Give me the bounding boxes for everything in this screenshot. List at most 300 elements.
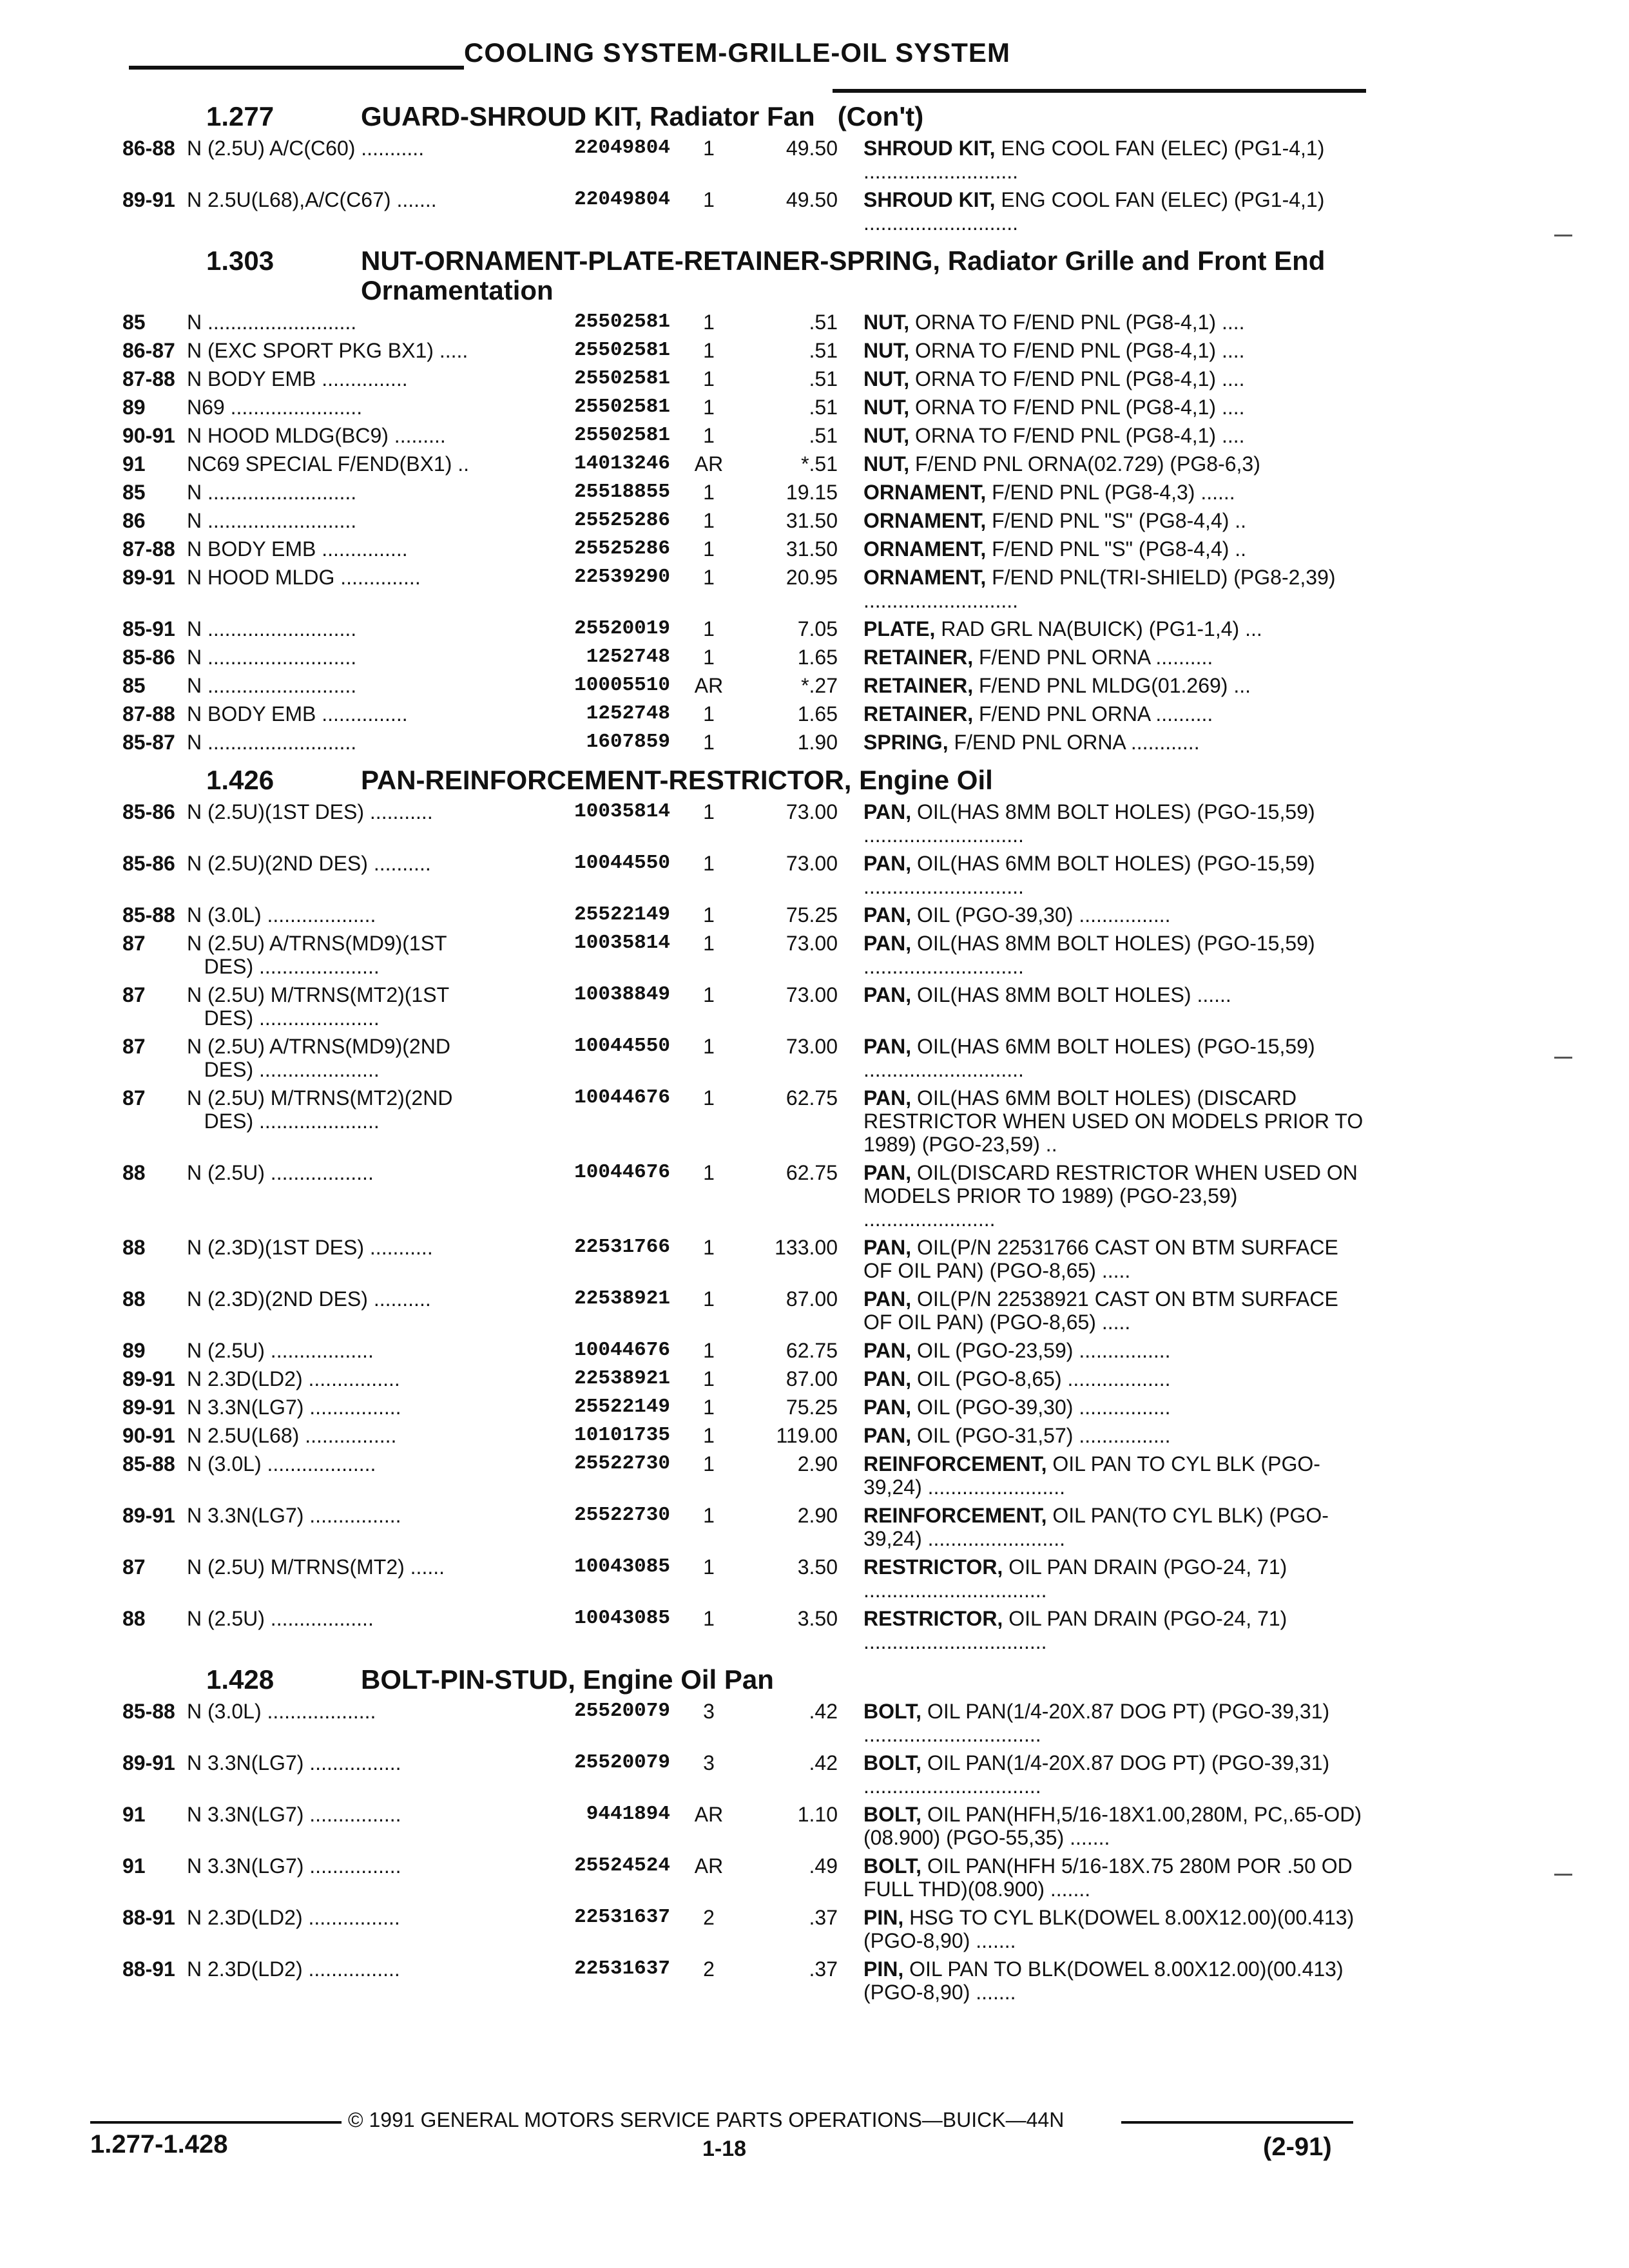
part-description <box>838 1751 1373 1798</box>
model-year: 87-88 <box>122 367 175 390</box>
model-year: 87-88 <box>122 537 175 561</box>
model-year: 88 <box>122 1607 146 1630</box>
application-desc: N (2.5U)(2ND DES) .......... <box>187 852 431 875</box>
section-number: 1.428 <box>206 1664 275 1695</box>
part-type: BOLT, <box>863 1700 922 1723</box>
part-row <box>122 367 1373 390</box>
application-desc: N 3.3N(LG7) ................ <box>187 1751 401 1774</box>
section-title: GUARD-SHROUD KIT, Radiator Fan (Con't) <box>361 101 924 131</box>
model-year: 85-86 <box>122 646 175 669</box>
part-description <box>838 1367 1373 1390</box>
part-row <box>122 1367 1373 1390</box>
part-type: NUT, <box>863 396 910 419</box>
part-description <box>838 537 1373 561</box>
model-year: 87 <box>122 932 146 955</box>
model-year: 88 <box>122 1287 146 1311</box>
application-desc: N (3.0L) ................... <box>187 1452 376 1475</box>
part-details: F/END PNL (PG8-4,3) ...... <box>986 481 1235 504</box>
section-heading <box>122 246 1373 305</box>
part-type: PAN, <box>863 932 912 955</box>
part-type: RETAINER, <box>863 674 974 697</box>
quantity: 1 <box>703 1396 715 1419</box>
part-details: OIL(HAS 8MM BOLT HOLES) (PGO-15,59) ............................ <box>863 932 1321 978</box>
part-description <box>838 903 1373 927</box>
application-desc: N (2.5U) A/TRNS(MD9)(1ST DES) ..................... <box>187 932 447 978</box>
quantity: 1 <box>703 1086 715 1110</box>
application-desc: N BODY EMB ............... <box>187 367 408 390</box>
price: 2.90 <box>797 1504 838 1527</box>
part-row <box>122 932 1373 978</box>
part-row <box>122 137 1373 183</box>
part-row <box>122 1854 1373 1901</box>
model-year: 91 <box>122 1854 146 1878</box>
part-row <box>122 311 1373 334</box>
quantity: 1 <box>703 731 715 754</box>
part-description <box>838 1452 1373 1499</box>
price: 1.10 <box>797 1803 838 1826</box>
model-year: 91 <box>122 452 146 476</box>
part-details: ENG COOL FAN (ELEC) (PG1-4,1) ........................... <box>863 137 1331 183</box>
part-number: 9441894 <box>586 1803 670 1825</box>
part-details: OIL(HAS 8MM BOLT HOLES) (PGO-15,59) ............................ <box>863 800 1321 847</box>
part-row <box>122 188 1373 235</box>
quantity: 1 <box>703 188 715 211</box>
application-desc: N 2.3D(LD2) ................ <box>187 1367 400 1390</box>
application-desc: N (2.5U) M/TRNS(MT2)(2ND DES) ..................... <box>187 1086 453 1133</box>
quantity: 1 <box>703 566 715 589</box>
part-type: SHROUD KIT, <box>863 137 996 160</box>
price: .49 <box>809 1854 838 1878</box>
quantity: 3 <box>703 1751 715 1774</box>
catalog-section <box>122 102 1373 235</box>
price: 31.50 <box>786 537 838 561</box>
quantity: 1 <box>703 339 715 362</box>
price: 119.00 <box>776 1424 838 1447</box>
part-number: 25522730 <box>574 1504 670 1526</box>
header-rule <box>129 66 464 70</box>
part-type: PIN, <box>863 1906 904 1929</box>
application-desc: N .......................... <box>187 646 357 669</box>
part-details: F/END PNL ORNA .......... <box>973 646 1213 669</box>
part-number: 25524524 <box>574 1854 670 1877</box>
part-number: 10043085 <box>574 1607 670 1629</box>
part-row <box>122 852 1373 898</box>
catalog-section <box>122 1665 1373 2004</box>
part-details: OIL(HAS 8MM BOLT HOLES) ...... <box>911 983 1231 1006</box>
part-details: ORNA TO F/END PNL (PG8-4,1) .... <box>909 396 1245 419</box>
quantity: 1 <box>703 509 715 532</box>
price: 62.75 <box>786 1339 838 1362</box>
quantity: 1 <box>703 983 715 1006</box>
part-number: 25502581 <box>574 424 670 447</box>
part-type: BOLT, <box>863 1751 922 1774</box>
part-details: OIL (PGO-31,57) ................ <box>911 1424 1171 1447</box>
part-details: F/END PNL ORNA(02.729) (PG8-6,3) <box>909 452 1260 476</box>
section-number: 1.426 <box>206 765 275 795</box>
part-row <box>122 396 1373 419</box>
part-description <box>838 1700 1373 1746</box>
quantity: 1 <box>703 852 715 875</box>
part-description <box>838 452 1373 476</box>
quantity: 1 <box>703 424 715 447</box>
quantity: 1 <box>703 617 715 640</box>
part-number: 25502581 <box>574 339 670 361</box>
part-number: 22531637 <box>574 1906 670 1928</box>
part-description <box>838 731 1373 754</box>
part-description <box>838 1906 1373 1952</box>
part-row <box>122 1700 1373 1746</box>
quantity: 1 <box>703 367 715 390</box>
application-desc: N (3.0L) ................... <box>187 903 376 927</box>
model-year: 89-91 <box>122 1367 175 1390</box>
part-number: 25518855 <box>574 481 670 503</box>
part-number: 22531766 <box>574 1236 670 1258</box>
part-type: PAN, <box>863 903 912 927</box>
part-row <box>122 1906 1373 1952</box>
price: 7.05 <box>797 617 838 640</box>
model-year: 87 <box>122 1086 146 1110</box>
part-description <box>838 509 1373 532</box>
part-number: 25525286 <box>574 537 670 560</box>
part-type: PAN, <box>863 1287 912 1311</box>
application-desc: N (2.5U) .................. <box>187 1607 374 1630</box>
margin-mark <box>1554 1874 1572 1876</box>
part-description <box>838 1424 1373 1447</box>
part-details: OIL (PGO-39,30) ................ <box>911 1396 1171 1419</box>
application-desc: N (2.3D)(2ND DES) .......... <box>187 1287 431 1311</box>
part-row <box>122 509 1373 532</box>
part-details: OIL PAN DRAIN (PGO-24, 71) ................................ <box>863 1555 1293 1602</box>
part-type: PAN, <box>863 1424 912 1447</box>
price: 1.65 <box>797 702 838 726</box>
price: .51 <box>809 396 838 419</box>
price: 73.00 <box>786 1035 838 1058</box>
part-type: PAN, <box>863 1396 912 1419</box>
part-details: OIL PAN TO BLK(DOWEL 8.00X12.00)(00.413) (PGO-8,90) ....... <box>863 1957 1349 2004</box>
price: 73.00 <box>786 932 838 955</box>
part-number: 10005510 <box>574 674 670 697</box>
part-type: SPRING, <box>863 731 949 754</box>
part-row <box>122 566 1373 612</box>
part-type: NUT, <box>863 367 910 390</box>
footer-section-range: 1.277-1.428 <box>90 2130 228 2158</box>
part-details: RAD GRL NA(BUICK) (PG1-1,4) ... <box>935 617 1262 640</box>
quantity: 1 <box>703 932 715 955</box>
quantity: 1 <box>703 1035 715 1058</box>
quantity: 2 <box>703 1906 715 1929</box>
part-description <box>838 1803 1373 1849</box>
price: *.27 <box>801 674 838 697</box>
quantity: 1 <box>703 1424 715 1447</box>
price: 3.50 <box>797 1555 838 1579</box>
application-desc: N 2.5U(L68) ................ <box>187 1424 397 1447</box>
part-details: OIL(HAS 6MM BOLT HOLES) (PGO-15,59) ............................ <box>863 1035 1321 1081</box>
part-row <box>122 674 1373 697</box>
part-description <box>838 367 1373 390</box>
part-type: ORNAMENT, <box>863 566 987 589</box>
part-description <box>838 424 1373 447</box>
application-desc: NC69 SPECIAL F/END(BX1) .. <box>187 452 470 476</box>
part-number: 25525286 <box>574 509 670 532</box>
footer-page-number: 1-18 <box>702 2137 747 2161</box>
quantity: 1 <box>703 800 715 823</box>
model-year: 85-91 <box>122 617 175 640</box>
part-number: 10101735 <box>574 1424 670 1446</box>
part-description <box>838 1957 1373 2004</box>
part-number: 22538921 <box>574 1287 670 1310</box>
part-details: OIL (PGO-8,65) .................. <box>911 1367 1171 1390</box>
part-type: BOLT, <box>863 1803 922 1826</box>
part-row <box>122 903 1373 927</box>
part-number: 1252748 <box>586 702 670 725</box>
part-details: F/END PNL ORNA .......... <box>973 702 1213 726</box>
part-type: RETAINER, <box>863 646 974 669</box>
part-type: REINFORCEMENT, <box>863 1452 1047 1475</box>
part-type: PAN, <box>863 1339 912 1362</box>
part-row <box>122 646 1373 669</box>
application-desc: N (2.5U) M/TRNS(MT2) ...... <box>187 1555 445 1579</box>
part-number: 22539290 <box>574 566 670 588</box>
part-description <box>838 1086 1373 1156</box>
application-desc: N (2.5U) .................. <box>187 1161 374 1184</box>
part-description <box>838 1339 1373 1362</box>
part-type: PIN, <box>863 1957 904 1981</box>
part-number: 22049804 <box>574 137 670 159</box>
application-desc: N (EXC SPORT PKG BX1) ..... <box>187 339 468 362</box>
price: .37 <box>809 1906 838 1929</box>
part-number: 14013246 <box>574 452 670 475</box>
section-title: BOLT-PIN-STUD, Engine Oil Pan <box>361 1664 774 1695</box>
page-title: COOLING SYSTEM-GRILLE-OIL SYSTEM <box>464 37 1010 68</box>
model-year: 86-88 <box>122 137 175 160</box>
application-desc: N .......................... <box>187 481 357 504</box>
part-details: OIL (PGO-23,59) ................ <box>911 1339 1171 1362</box>
part-type: PAN, <box>863 1367 912 1390</box>
part-number: 10043085 <box>574 1555 670 1578</box>
section-number: 1.277 <box>206 101 275 131</box>
application-desc: N 2.3D(LD2) ................ <box>187 1906 400 1929</box>
part-details: OIL PAN(1/4-20X.87 DOG PT) (PGO-39,31) ............................... <box>863 1751 1336 1798</box>
model-year: 85 <box>122 311 146 334</box>
margin-mark <box>1554 235 1572 236</box>
part-number: 10044676 <box>574 1161 670 1184</box>
part-row <box>122 1396 1373 1419</box>
application-desc: N BODY EMB ............... <box>187 537 408 561</box>
section-heading <box>122 1665 1373 1695</box>
model-year: 87 <box>122 1555 146 1579</box>
price: 73.00 <box>786 800 838 823</box>
catalog-section <box>122 765 1373 1653</box>
part-number: 10044676 <box>574 1339 670 1361</box>
part-details: OIL(P/N 22531766 CAST ON BTM SURFACE OF OIL PAN) (PGO-8,65) ..... <box>863 1236 1344 1282</box>
section-number: 1.303 <box>206 245 275 276</box>
part-description <box>838 566 1373 612</box>
part-type: ORNAMENT, <box>863 537 987 561</box>
model-year: 89-91 <box>122 188 175 211</box>
quantity: 1 <box>703 1452 715 1475</box>
price: 75.25 <box>786 903 838 927</box>
model-year: 89 <box>122 1339 146 1362</box>
part-number: 25520019 <box>574 617 670 640</box>
part-type: ORNAMENT, <box>863 481 987 504</box>
price: 49.50 <box>786 188 838 211</box>
part-type: RESTRICTOR, <box>863 1555 1003 1579</box>
application-desc: N .......................... <box>187 731 357 754</box>
price: 73.00 <box>786 852 838 875</box>
model-year: 89 <box>122 396 146 419</box>
part-description <box>838 617 1373 640</box>
part-row <box>122 1236 1373 1282</box>
part-details: F/END PNL "S" (PG8-4,4) .. <box>986 537 1247 561</box>
part-description <box>838 932 1373 978</box>
part-row <box>122 1086 1373 1156</box>
application-desc: N 3.3N(LG7) ................ <box>187 1504 401 1527</box>
part-number: 25522730 <box>574 1452 670 1475</box>
part-row <box>122 1504 1373 1550</box>
price: .51 <box>809 311 838 334</box>
price: 49.50 <box>786 137 838 160</box>
application-desc: N (2.5U) .................. <box>187 1339 374 1362</box>
part-description <box>838 1161 1373 1231</box>
price: .37 <box>809 1957 838 1981</box>
section-title: PAN-REINFORCEMENT-RESTRICTOR, Engine Oil <box>361 765 993 795</box>
part-description <box>838 1607 1373 1653</box>
part-row <box>122 1803 1373 1849</box>
part-type: RETAINER, <box>863 702 974 726</box>
part-number: 1252748 <box>586 646 670 668</box>
part-description <box>838 1287 1373 1334</box>
price: 75.25 <box>786 1396 838 1419</box>
model-year: 88 <box>122 1236 146 1259</box>
part-type: BOLT, <box>863 1854 922 1878</box>
part-row <box>122 339 1373 362</box>
model-year: 85-86 <box>122 852 175 875</box>
price: .42 <box>809 1751 838 1774</box>
section-title: NUT-ORNAMENT-PLATE-RETAINER-SPRING, Radiator Grille and Front End Ornamentation <box>361 245 1333 305</box>
part-row <box>122 481 1373 504</box>
part-row <box>122 1161 1373 1231</box>
application-desc: N BODY EMB ............... <box>187 702 408 726</box>
part-row <box>122 537 1373 561</box>
price: .42 <box>809 1700 838 1723</box>
part-description <box>838 137 1373 183</box>
part-number: 22531637 <box>574 1957 670 1980</box>
model-year: 88-91 <box>122 1906 175 1929</box>
quantity: 1 <box>703 1161 715 1184</box>
part-row <box>122 1607 1373 1653</box>
part-number: 25520079 <box>574 1751 670 1774</box>
part-details: F/END PNL ORNA ............ <box>948 731 1200 754</box>
part-description <box>838 852 1373 898</box>
model-year: 85-87 <box>122 731 175 754</box>
model-year: 85 <box>122 481 146 504</box>
part-type: PAN, <box>863 1035 912 1058</box>
part-description <box>838 1236 1373 1282</box>
quantity: 1 <box>703 137 715 160</box>
part-description <box>838 646 1373 669</box>
part-description <box>838 983 1373 1006</box>
part-description <box>838 481 1373 504</box>
part-details: OIL (PGO-39,30) ................ <box>911 903 1171 927</box>
quantity: AR <box>694 674 724 697</box>
part-number: 10044550 <box>574 1035 670 1057</box>
part-details: OIL PAN(HFH 5/16-18X.75 280M POR .50 OD FULL THD)(08.900) ....... <box>863 1854 1358 1901</box>
application-desc: N 3.3N(LG7) ................ <box>187 1854 401 1878</box>
part-description <box>838 1504 1373 1550</box>
price: 3.50 <box>797 1607 838 1630</box>
part-details: ORNA TO F/END PNL (PG8-4,1) .... <box>909 367 1245 390</box>
part-details: ORNA TO F/END PNL (PG8-4,1) .... <box>909 311 1245 334</box>
part-details: ENG COOL FAN (ELEC) (PG1-4,1) ........................... <box>863 188 1331 235</box>
model-year: 90-91 <box>122 1424 175 1447</box>
part-description <box>838 1035 1373 1081</box>
model-year: 87-88 <box>122 702 175 726</box>
model-year: 89-91 <box>122 566 175 589</box>
price: 1.65 <box>797 646 838 669</box>
part-row <box>122 1555 1373 1602</box>
part-details: OIL PAN(1/4-20X.87 DOG PT) (PGO-39,31) ............................... <box>863 1700 1336 1746</box>
part-description <box>838 800 1373 847</box>
part-description <box>838 339 1373 362</box>
part-number: 10038849 <box>574 983 670 1006</box>
price: 87.00 <box>786 1367 838 1390</box>
application-desc: N (2.3D)(1ST DES) ........... <box>187 1236 433 1259</box>
part-row <box>122 1035 1373 1081</box>
part-type: PLATE, <box>863 617 936 640</box>
model-year: 85-88 <box>122 903 175 927</box>
part-number: 25522149 <box>574 903 670 926</box>
part-type: PAN, <box>863 983 912 1006</box>
price: .51 <box>809 424 838 447</box>
quantity: 1 <box>703 702 715 726</box>
part-row <box>122 1339 1373 1362</box>
price: *.51 <box>801 452 838 476</box>
part-details: F/END PNL(TRI-SHIELD) (PG8-2,39) ........................... <box>863 566 1342 612</box>
part-row <box>122 983 1373 1030</box>
quantity: 2 <box>703 1957 715 1981</box>
part-number: 25502581 <box>574 311 670 333</box>
part-row <box>122 1287 1373 1334</box>
application-desc: N HOOD MLDG .............. <box>187 566 421 589</box>
part-row <box>122 702 1373 726</box>
part-details: ORNA TO F/END PNL (PG8-4,1) .... <box>909 424 1245 447</box>
part-details: F/END PNL MLDG(01.269) ... <box>973 674 1251 697</box>
price: 73.00 <box>786 983 838 1006</box>
model-year: 88 <box>122 1161 146 1184</box>
application-desc: N (2.5U) A/C(C60) ........... <box>187 137 425 160</box>
quantity: 1 <box>703 903 715 927</box>
application-desc: N (2.5U) A/TRNS(MD9)(2ND DES) ..................... <box>187 1035 450 1081</box>
part-number: 1607859 <box>586 731 670 753</box>
application-desc: N 3.3N(LG7) ................ <box>187 1803 401 1826</box>
model-year: 88-91 <box>122 1957 175 1981</box>
model-year: 89-91 <box>122 1504 175 1527</box>
price: 31.50 <box>786 509 838 532</box>
quantity: 1 <box>703 537 715 561</box>
part-number: 25522149 <box>574 1396 670 1418</box>
application-desc: N69 ....................... <box>187 396 363 419</box>
price: 19.15 <box>786 481 838 504</box>
price: 87.00 <box>786 1287 838 1311</box>
part-details: OIL PAN(HFH,5/16-18X1.00,280M, PC,.65-OD)(08.900) (PGO-55,35) ....... <box>863 1803 1362 1849</box>
part-number: 25502581 <box>574 396 670 418</box>
quantity: 1 <box>703 1236 715 1259</box>
model-year: 89-91 <box>122 1751 175 1774</box>
part-type: NUT, <box>863 311 910 334</box>
model-year: 87 <box>122 983 146 1006</box>
application-desc: N 2.5U(L68),A/C(C67) ....... <box>187 188 437 211</box>
part-details: OIL(HAS 6MM BOLT HOLES) (DISCARD RESTRICTOR WHEN USED ON MODELS PRIOR TO 1989) (PGO-23,59) .. <box>863 1086 1369 1156</box>
